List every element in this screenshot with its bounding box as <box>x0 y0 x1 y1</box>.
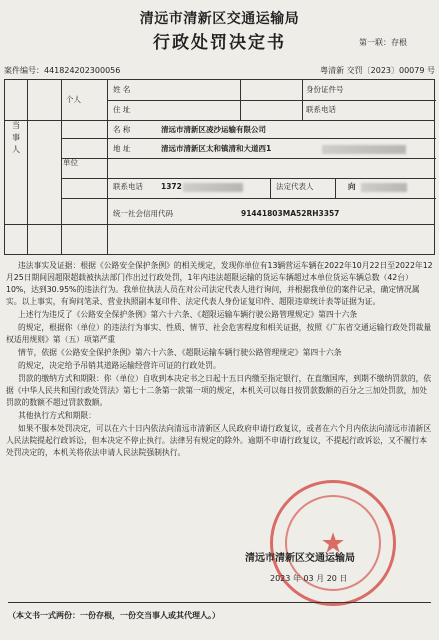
paragraph-2: 上述行为违反了《公路安全保护条例》第六十六条、《超限运输车辆行驶公路管理规定》第四十六条 <box>18 310 358 319</box>
individual-label: 个人 <box>66 95 81 104</box>
issuer-title: 清远市清新区交通运输局 <box>139 11 300 27</box>
legal-name: 向 <box>348 182 356 191</box>
signing-organization: 清远市清新区交通运输局 <box>245 553 355 564</box>
unit-name-label: 名 称 <box>113 125 131 134</box>
paragraph-1: 违法事实及证据：根据《公路安全保护条例》的相关规定，发现你单位有13辆营运车辆在2022年10月22日至2022年12月25日期间因超限超载被执法部门作出过行政处罚，1年内违法超限运输的货运车辆超过本单位货运车辆总数（42台）10%，达到30.95%的违法行为。我单位执法人员在对公司法定代表人进行询问，并根据我单位的案件记录，确定情况属实。以上事实，有询问笔录、营业执照副本复印件、法定代表人身份证复印件、超限违章统计表等证据为证。 <box>6 261 433 306</box>
name-label: 姓 名 <box>113 85 131 94</box>
party-table <box>4 79 435 255</box>
contact-label: 联系电话 <box>113 182 143 191</box>
paragraph-3: 的规定，根据你（单位）的违法行为事实、性质、情节、社会危害程度和相关证据，按照《广东省交通运输行政处罚裁量权适用规则》第（五）项第严重 <box>6 323 432 344</box>
star-icon: ★ <box>320 526 346 560</box>
copy-label: 第一联：存根 <box>359 38 407 47</box>
paragraph-4: 情节，依据《公路安全保护条例》第六十六条、《超限运输车辆行驶公路管理规定》第四十六条 <box>18 348 342 357</box>
contact-phone: 1372 <box>161 182 182 191</box>
unit-address: 清远市清新区太和镇清和大道西1 <box>161 144 272 153</box>
official-seal <box>270 480 396 606</box>
paragraph-8: 如果不服本处罚决定，可以在六十日内依法向清远市清新区人民政府申请行政复议，或者在六个月内依法向清远市清新区人民法院提起行政诉讼，但本决定不停止执行。法律另有规定的除外。逾期不申请行政复议，不提起行政诉讼，又不履行本处罚决定的，本机关将依法申请人民法院强制执行。 <box>6 424 432 457</box>
document-number: 粤清新 交罚〔2023〕00079 号 <box>320 66 435 75</box>
footer-divider <box>8 602 431 603</box>
paragraph-7: 其他执行方式和期限： <box>18 411 96 420</box>
paragraph-5: 的规定，决定给予吊销其道路运输经营许可证的行政处罚。 <box>18 361 221 370</box>
id-label: 身份证件号 <box>306 85 344 94</box>
case-number: 案件编号：441824202300056 <box>4 66 121 75</box>
paragraph-6: 罚款的缴纳方式和期限：你（单位）自收到本决定书之日起十五日内缴至指定银行，在直缴国库，到期不缴纳罚款的，依据《中华人民共和国行政处罚法》第七十二条第一款第一项的规定，本机关可以每日按罚款数额的百分之三加处罚款，加处罚款的数额不超过罚款数额。 <box>6 374 432 407</box>
document-body <box>6 260 433 460</box>
address-label: 住 址 <box>113 105 131 114</box>
unit-address-label: 地 址 <box>113 144 131 153</box>
phone-label: 联系电话 <box>306 105 336 114</box>
credit-code: 91441803MA52RH3357 <box>241 209 340 218</box>
legal-label: 法定代表人 <box>276 182 314 191</box>
issue-date: 2023 年 03 月 20 日 <box>270 574 348 583</box>
unit-name: 清远市清新区凌沙运输有限公司 <box>161 125 266 134</box>
unit-label: 单位 <box>63 158 78 167</box>
credit-label: 统一社会信用代码 <box>113 209 173 218</box>
party-label: 当事人 <box>12 121 20 154</box>
footer-note: （本文书一式两份：一份存根，一份交当事人或其代理人。） <box>8 611 220 620</box>
document-title: 行政处罚决定书 <box>153 33 286 53</box>
